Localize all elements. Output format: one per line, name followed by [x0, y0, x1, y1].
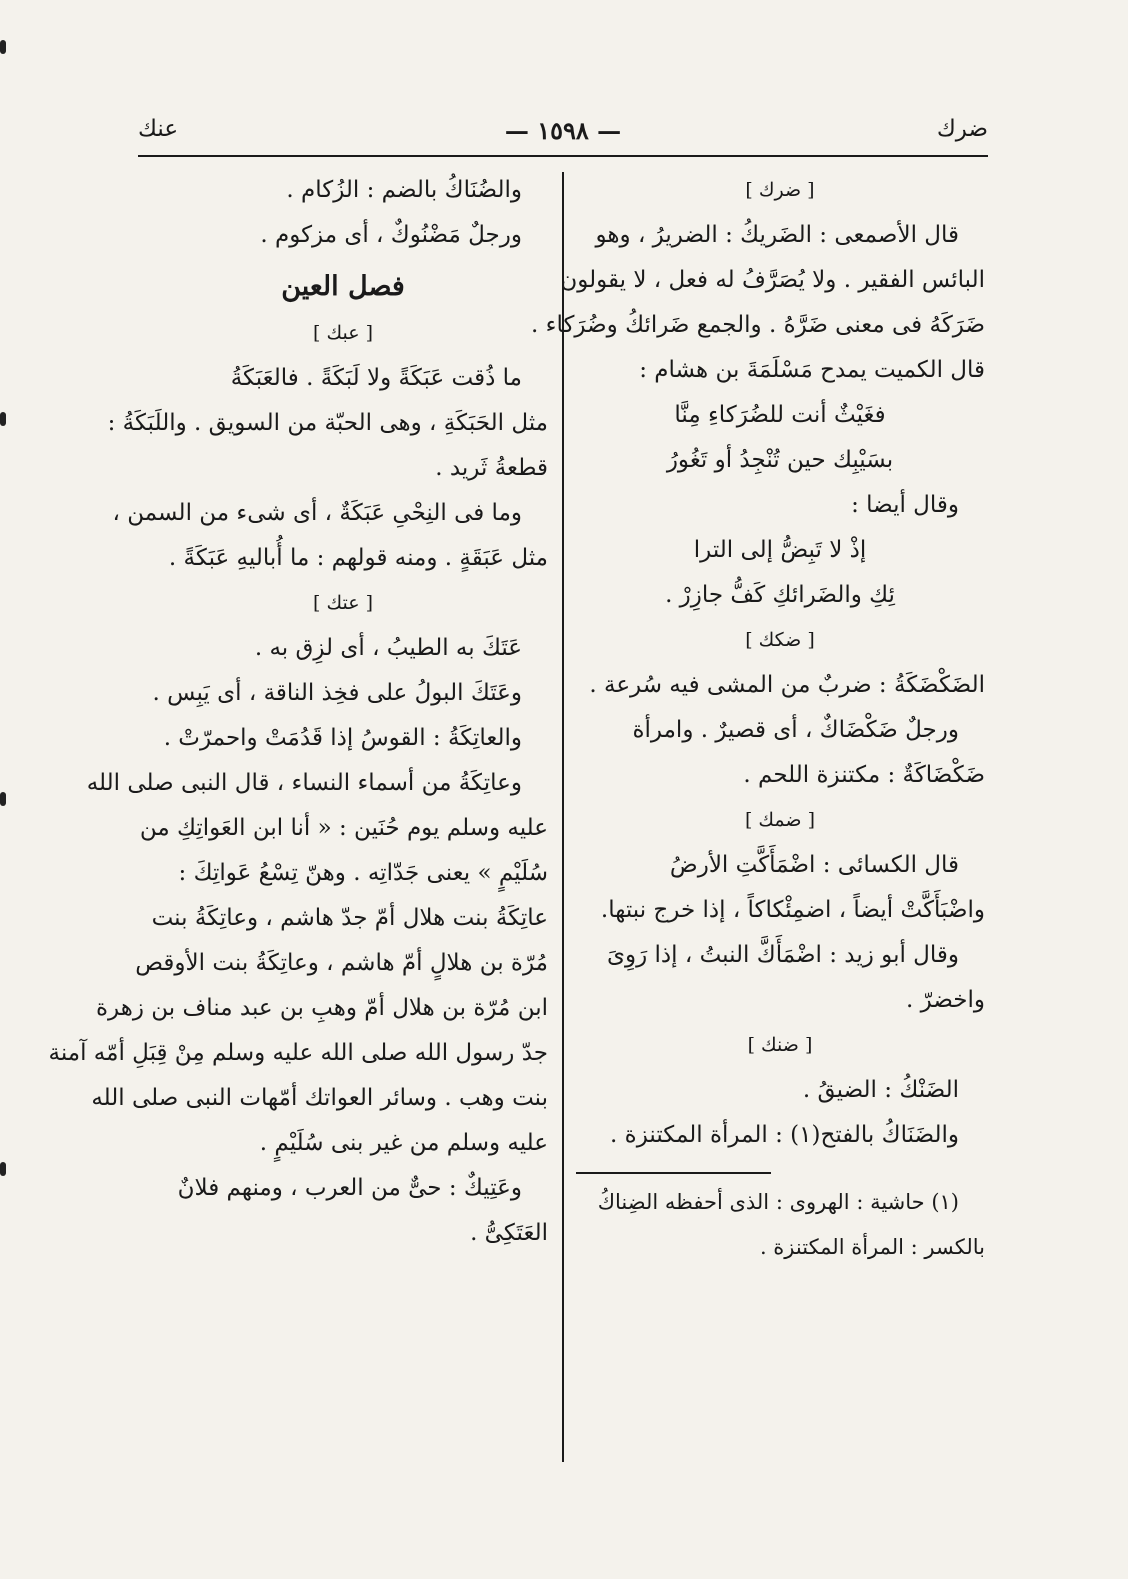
entry-heading-dmk: [ ضمك ]: [744, 809, 816, 831]
text-line: مثل عَبَقَةٍ . ومنه قولهم : ما أُباليهِ عَبَكَةً .: [168, 545, 548, 571]
margin-mark: [0, 792, 6, 806]
footnote-line: (١) حاشية : الهروى : الذى أحفظه الضِناكُ: [597, 1190, 959, 1214]
text-line: وقال أيضا :: [851, 492, 959, 518]
text-line: قال الأصمعى : الضَريكُ : الضريرُ ، وهو: [595, 222, 959, 248]
text-line: عَتَكَ به الطيبُ ، أى لزِق به .: [254, 635, 522, 661]
text-line: وما فى النِحْىِ عَبَكَةٌ ، أى شىء من السمن ،: [112, 500, 522, 526]
text-line: والعاتِكَةُ : القوسُ إذا قَدُمَتْ واحمرّتْ .: [163, 725, 522, 751]
text-line: قال الكميت يمدح مَسْلَمَةَ بن هشام :: [639, 357, 985, 383]
text-line: الضَكْضَكَةُ : ضربٌ من المشى فيه سُرعة .: [589, 672, 985, 698]
section-title: فصل العين: [281, 271, 405, 302]
text-line: البائس الفقير . ولا يُصَرَّفُ له فعل ، لا يقولون: [560, 267, 985, 293]
text-line: وعاتِكَةُ من أسماء النساء ، قال النبى صلى الله: [86, 770, 522, 796]
text-line: قال الكسائى : اضْمَأَكَّتِ الأرضُ: [669, 852, 959, 878]
column-divider: [562, 172, 564, 1462]
text-line: قطعةُ ثَريد .: [435, 455, 548, 481]
entry-heading-abk: [ عبك ]: [313, 322, 373, 344]
text-line: سُلَيْمٍ » يعنى جَدّاتِه . وهنّ تِسْعُ عَواتِكَ :: [178, 860, 548, 886]
text-line: مُرّة بن هلالٍ أمّ هاشم ، وعاتِكَةُ بنت الأوقص: [135, 950, 548, 976]
text-line: وقال أبو زيد : اضْمَأَكَّ النبتُ ، إذا رَوِىَ: [606, 942, 959, 968]
text-line: ضَكْضَاكَةٌ : مكتنزة اللحم .: [743, 762, 985, 788]
text-line: ضَرَكَهُ فى معنى ضَرَّهُ . والجمع ضَرائكُ وضُرَكاء .: [531, 312, 985, 338]
entry-heading-darak: [ ضرك ]: [745, 179, 815, 201]
verse-line: فغَيْثٌ أنت للضُرَكاءِ مِنَّا: [674, 402, 886, 428]
text-line: ما ذُقت عَبَكَةً ولا لَبَكَةً . فالعَبَكَةُ: [230, 365, 522, 391]
text-line: والضُنَاكُ بالضم : الزُكام .: [286, 177, 522, 203]
text-line: وعَتِيكٌ : حىٌّ من العرب ، ومنهم فلانٌ: [177, 1175, 522, 1201]
margin-mark: [0, 1162, 6, 1176]
header-entry-word-right: ضرك: [936, 116, 988, 142]
text-line: عاتِكَةُ بنت هلال أمّ جدّ هاشم ، وعاتِكَةُ بنت: [151, 905, 548, 931]
entry-heading-dnk: [ ضنك ]: [747, 1034, 813, 1056]
left-column: [48, 168, 548, 1256]
text-line: ورجلٌ ضَكْضَاكٌ ، أى قصيرٌ . وامرأة: [632, 717, 959, 743]
text-line: مثل الحَبَكَةِ ، وهى الحبّة من السويق . واللَبَكَةُ :: [107, 410, 548, 436]
text-line: ورجلٌ مَضْنُوكٌ ، أى مزكوم .: [260, 222, 522, 248]
text-line: واخضرّ .: [906, 987, 985, 1013]
text-line: واضْبَأَكَّتْ أيضاً ، اضمِئْكاكاً ، إذا خرج نبتها.: [600, 897, 985, 923]
text-line: والضَنَاكُ بالفتح(١) : المرأة المكتنزة .: [610, 1122, 959, 1148]
text-line: العَتَكِىُّ .: [470, 1220, 548, 1246]
page-header: [138, 116, 988, 158]
text-line: جدّ رسول الله صلى الله عليه وسلم مِنْ قِبَلِ أمّه آمنة: [48, 1040, 548, 1066]
text-line: بنت وهب . وسائر العواتك أمّهات النبى صلى الله: [91, 1085, 548, 1111]
header-rule: [138, 155, 988, 157]
text-line: عليه وسلم يوم حُنَين : « أنا ابن العَواتِكِ من: [139, 815, 548, 841]
margin-mark: [0, 40, 6, 54]
text-line: وعَتَكَ البولُ على فخِذ الناقة ، أى يَبِس .: [152, 680, 522, 706]
footnote-line: بالكسر : المرأة المكتنزة .: [759, 1235, 985, 1259]
text-line: عليه وسلم من غير بنى سُلَيْمٍ .: [259, 1130, 548, 1156]
text-line: ابن مُرّة بن هلال أمّ وهبِ بن عبد مناف بن زهرة: [95, 995, 548, 1021]
verse-line: بسَيْبِك حين تُنْجِدُ أو تَغُورُ: [666, 447, 894, 473]
footnote-rule: [576, 1172, 771, 1174]
text-line: الضَنْكُ : الضيقُ .: [802, 1077, 959, 1103]
entry-heading-dakak: [ ضكك ]: [745, 629, 815, 651]
right-column: [531, 168, 985, 1270]
margin-mark: [0, 412, 6, 426]
verse-line: ئِكِ والضَرائكِ كَفُّ جازِرْ .: [665, 582, 895, 608]
entry-heading-atk: [ عتك ]: [313, 592, 373, 614]
verse-line: إذْ لا تَبِضُّ إلى الترا: [693, 537, 867, 563]
header-entry-word-left: عنك: [138, 116, 179, 142]
page-number: — ١٥٩٨ —: [504, 116, 622, 145]
